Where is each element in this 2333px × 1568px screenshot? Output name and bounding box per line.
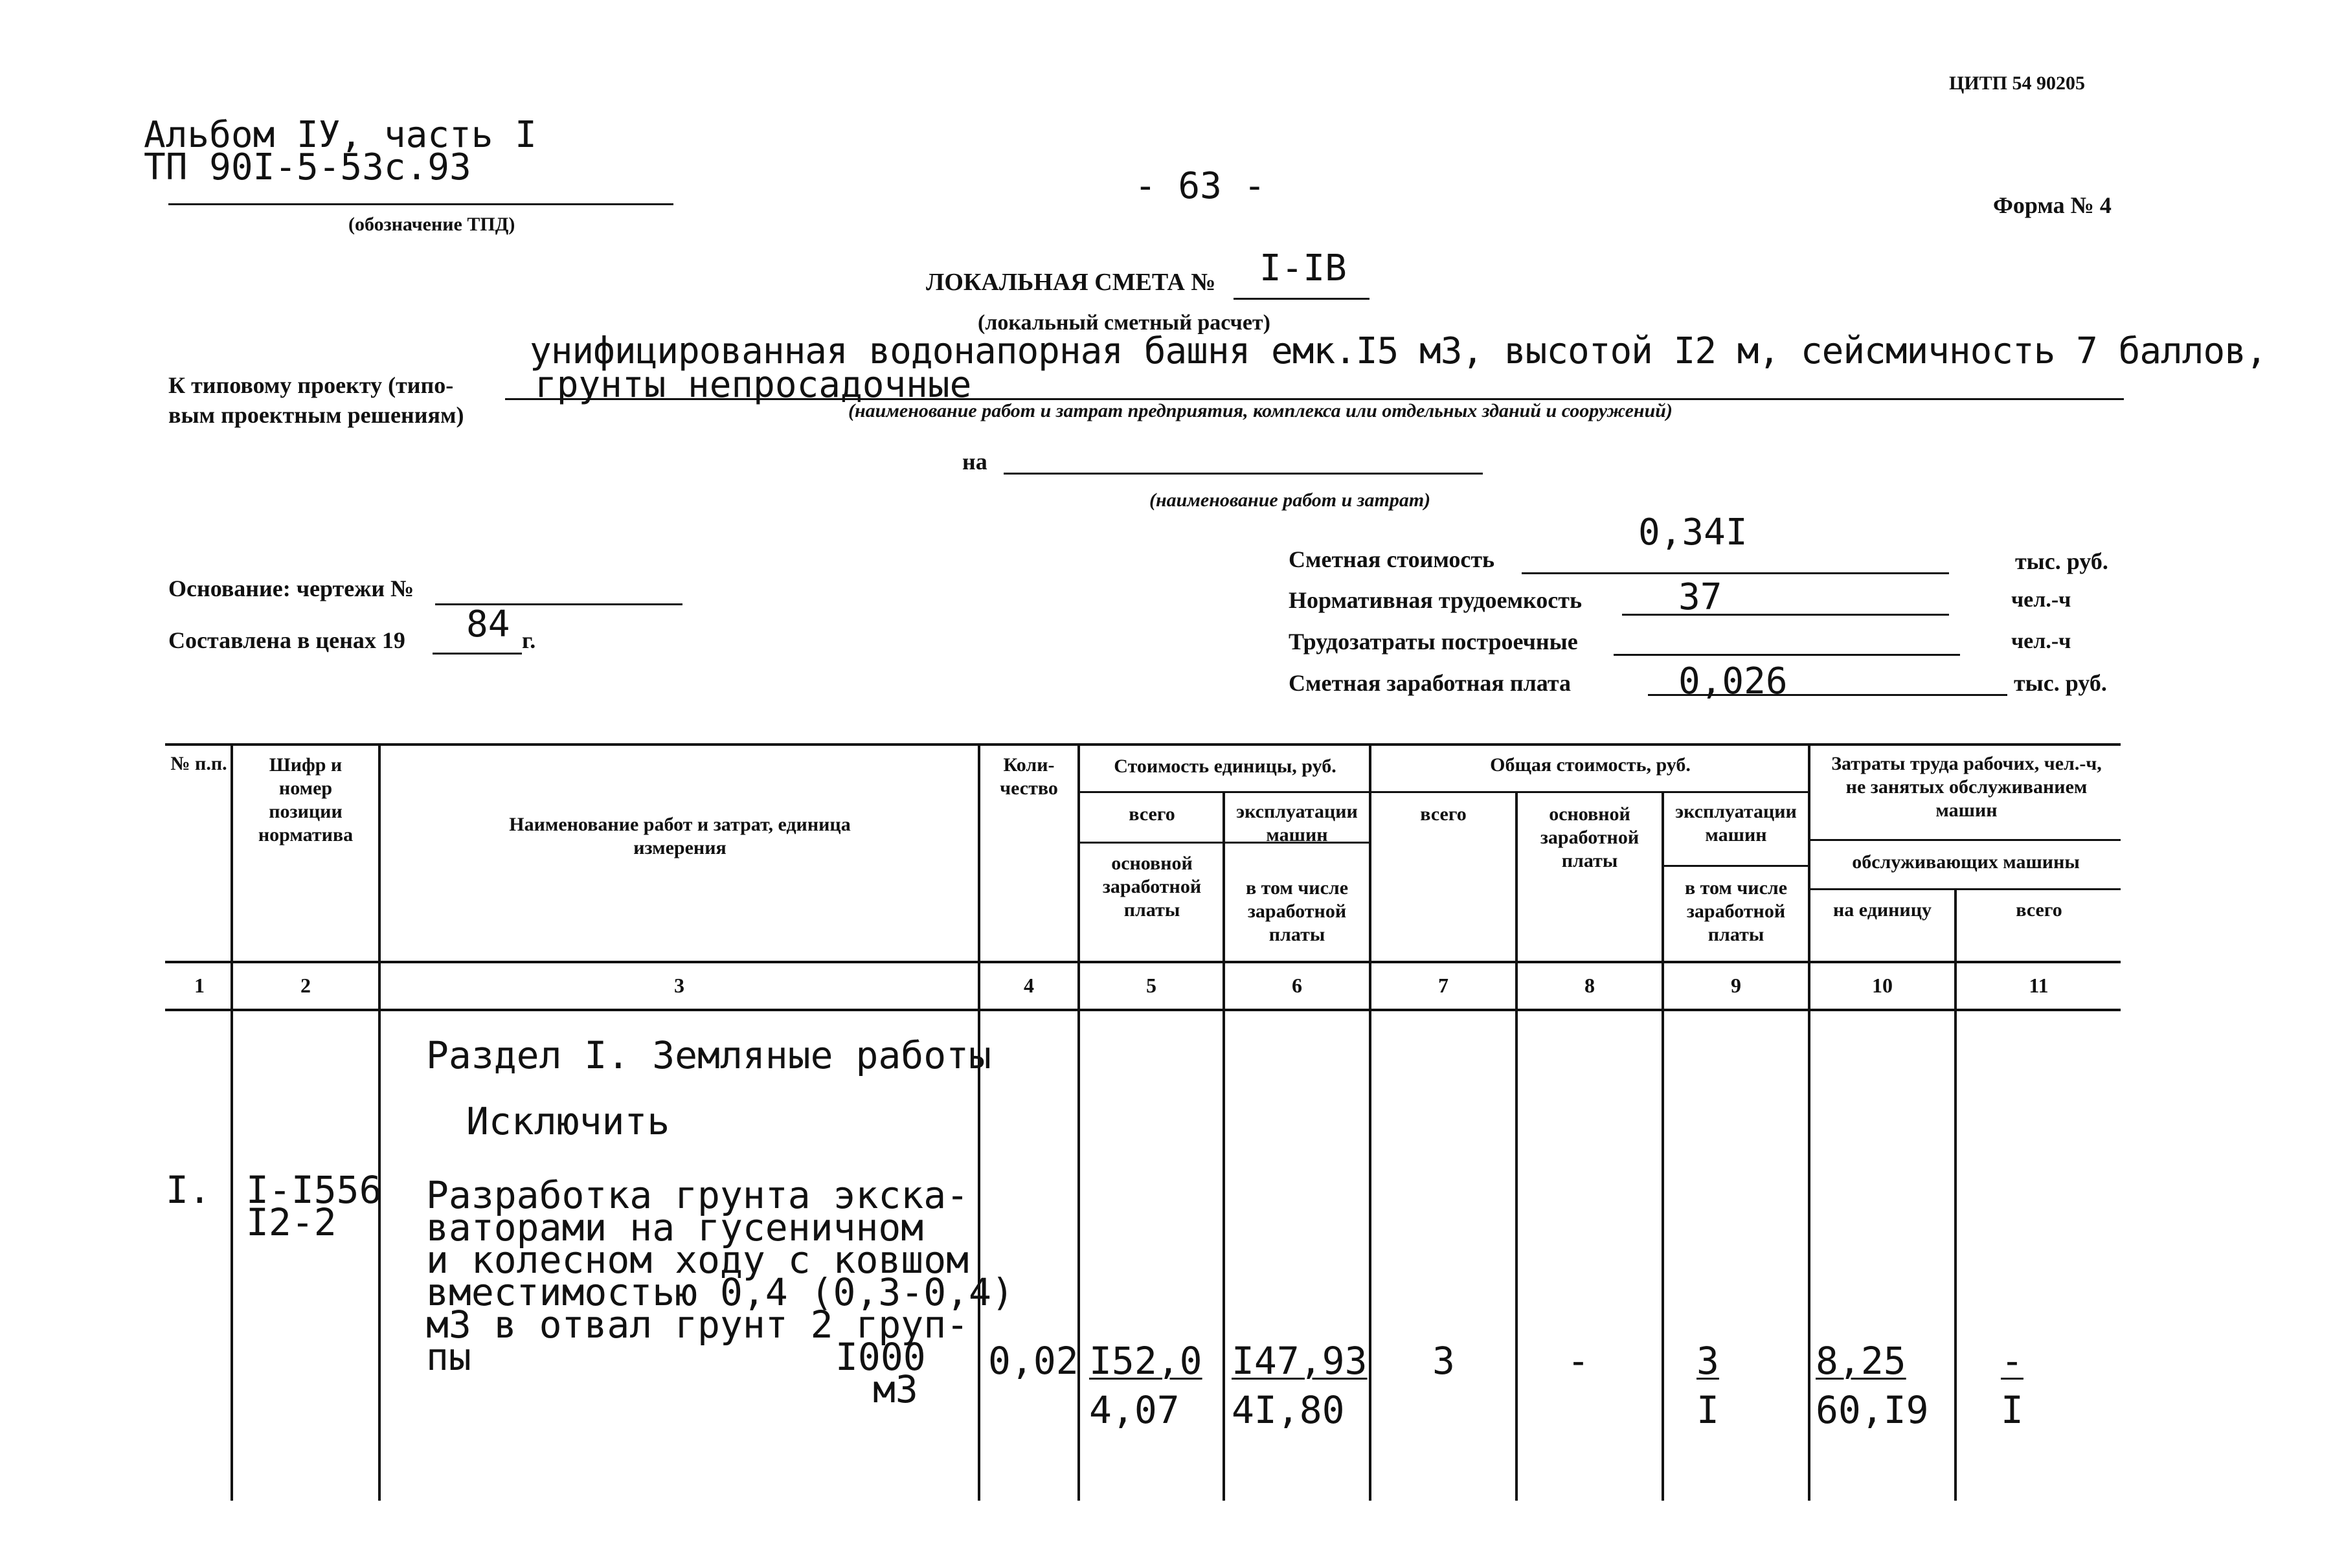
- site-labor-underline: [1614, 654, 1960, 656]
- row-total-machine: 3: [1696, 1339, 1719, 1383]
- row-desc-line-2: ваторами на гусеничном: [426, 1205, 924, 1249]
- col-number-4: 4: [1024, 974, 1034, 997]
- header-unit-cost: Стоимость единицы, руб.: [1114, 756, 1336, 777]
- project-label-line-2: вым проектным решениям): [168, 402, 464, 428]
- row-desc-line-6: пы: [426, 1335, 471, 1379]
- rule-header-bottom: [165, 961, 2121, 963]
- cost-value: 0,34I: [1638, 511, 1748, 554]
- works-caption: (наименование работ и затрат): [1149, 489, 1431, 511]
- row-unit-machine-wage: 4I,80: [1232, 1388, 1345, 1432]
- rule-total-cost-sub: [1370, 791, 1809, 793]
- header-labor-sub: обслуживающих машины: [1852, 851, 2080, 873]
- labor-underline: [1622, 614, 1949, 616]
- prices-year: 84: [466, 603, 510, 645]
- header-labor: Затраты труда рабочих, чел.-ч, не занятых обслуживанием машин: [1831, 753, 2102, 821]
- rule-c9-mid: [1663, 865, 1809, 867]
- header-col-1: № п.п.: [170, 753, 227, 774]
- header-col-8: основной заработной платы: [1540, 803, 1640, 871]
- project-label-line-1: К типовому проекту (типо-: [168, 372, 454, 398]
- page-number: - 63 -: [1134, 165, 1266, 207]
- estimate-number-underline: [1234, 298, 1369, 300]
- header-col-5-bottom: основной заработной платы: [1102, 853, 1202, 921]
- header-col-6-top: эксплуатации машин: [1236, 801, 1358, 846]
- col-number-9: 9: [1731, 974, 1741, 997]
- project-name-line-2: грунты непросадочные: [535, 364, 972, 406]
- rule-labor-mid: [1809, 839, 2121, 841]
- col-sep-2: [378, 743, 381, 1501]
- header-col-6-bottom: в том числе заработной платы: [1245, 877, 1349, 945]
- row-total-wage: -: [1567, 1339, 1590, 1383]
- row-number: I.: [166, 1168, 211, 1212]
- header-col-3: Наименование работ и затрат, единица измерения: [509, 814, 851, 858]
- col-number-6: 6: [1292, 974, 1302, 997]
- row-desc-line-4: вместимостью 0,4 (0,3-0,4): [426, 1270, 1014, 1314]
- rule-labor-sub: [1809, 888, 2121, 890]
- cost-unit: тыс. руб.: [2015, 548, 2108, 574]
- album-line-1: Альбом IУ, часть I: [144, 114, 537, 156]
- col-number-10: 10: [1872, 974, 1893, 997]
- row-desc-line-1: Разработка грунта экска-: [426, 1173, 969, 1217]
- header-col-11: всего: [2016, 899, 2062, 921]
- estimate-subtitle: (локальный сметный расчет): [978, 311, 1270, 335]
- col-number-1: 1: [194, 974, 205, 997]
- col-sep-1: [231, 743, 233, 1501]
- col-number-8: 8: [1584, 974, 1595, 997]
- section-title: Раздел I. Земляные работы: [426, 1033, 991, 1077]
- row-labor-total-machine: I: [2001, 1388, 2023, 1432]
- labor-label: Нормативная трудоемкость: [1289, 587, 1582, 613]
- col-sep-4: [1077, 743, 1080, 1501]
- row-unit-cost-total: I52,0: [1089, 1339, 1202, 1383]
- header-col-2: Шифр и номер позиции норматива: [258, 754, 354, 846]
- tpd-underline: [168, 203, 673, 205]
- header-total-cost: Общая стоимость, руб.: [1490, 754, 1691, 776]
- cost-underline: [1522, 572, 1949, 574]
- header-col-7: всего: [1420, 803, 1467, 825]
- row-unit-cost-wage: 4,07: [1089, 1388, 1180, 1432]
- row-quantity: 0,02: [988, 1339, 1079, 1383]
- col-number-11: 11: [2029, 974, 2049, 997]
- wage-value: 0,026: [1678, 660, 1788, 702]
- col-sep-5: [1223, 791, 1225, 1501]
- col-number-2: 2: [300, 974, 311, 997]
- col-number-5: 5: [1146, 974, 1156, 997]
- row-code-line-1: I-I556: [246, 1168, 382, 1212]
- prices-suffix: г.: [522, 627, 536, 653]
- row-code-line-2: I2-2: [246, 1200, 337, 1244]
- col-sep-6: [1369, 743, 1371, 1501]
- works-label: на: [962, 449, 987, 475]
- row-unit-line-1: I000: [835, 1335, 926, 1379]
- form-number: Форма № 4: [1993, 192, 2112, 218]
- cost-label: Сметная стоимость: [1289, 546, 1495, 572]
- row-total-cost: 3: [1432, 1339, 1455, 1383]
- row-unit-line-2: м3: [873, 1367, 918, 1411]
- rule-numbers-bottom: [165, 1009, 2121, 1011]
- col-number-3: 3: [674, 974, 684, 997]
- wage-unit: тыс. руб.: [2014, 670, 2107, 696]
- site-labor-unit: чел.-ч: [2011, 629, 2071, 653]
- exclude-label: Исключить: [466, 1099, 670, 1143]
- labor-unit: чел.-ч: [2011, 588, 2071, 612]
- row-labor-total: -: [2001, 1339, 2023, 1383]
- table-top-rule: [165, 743, 2121, 746]
- wage-label: Сметная заработная плата: [1289, 670, 1571, 696]
- estimate-number: I-IB: [1259, 247, 1347, 289]
- document-code: ЦИТП 54 90205: [1949, 73, 2086, 94]
- row-labor-per-unit-machine: 60,I9: [1816, 1388, 1929, 1432]
- col-sep-9: [1808, 743, 1810, 1501]
- col-sep-7: [1515, 791, 1518, 1501]
- header-col-9-top: эксплуатации машин: [1675, 801, 1797, 846]
- drawings-label: Основание: чертежи №: [168, 576, 414, 601]
- row-desc-line-5: м3 в отвал грунт 2 груп-: [426, 1303, 969, 1347]
- prices-year-underline: [433, 653, 522, 655]
- project-name-line-1: унифицированная водонапорная башня емк.I5 м3, высотой I2 м, сейсмичность 7 баллов,: [530, 330, 2267, 372]
- header-col-5-top: всего: [1129, 803, 1175, 825]
- row-desc-line-3: и колесном ходу с ковшом: [426, 1238, 969, 1282]
- col-number-7: 7: [1438, 974, 1448, 997]
- row-unit-machine: I47,93: [1232, 1339, 1368, 1383]
- tpd-caption: (обозначение ТПД): [348, 214, 515, 235]
- col-sep-3: [978, 743, 980, 1501]
- site-labor-label: Трудозатраты построечные: [1289, 629, 1578, 655]
- header-col-4: Коли-чество: [1000, 754, 1058, 799]
- labor-value: 37: [1678, 576, 1722, 618]
- row-labor-per-unit: 8,25: [1816, 1339, 1906, 1383]
- estimate-title: ЛОКАЛЬНАЯ СМЕТА №: [926, 269, 1216, 296]
- prices-label: Составлена в ценах 19: [168, 627, 405, 653]
- row-total-machine-wage: I: [1696, 1388, 1719, 1432]
- works-underline: [1004, 473, 1483, 475]
- col-sep-8: [1662, 791, 1664, 1501]
- wage-underline: [1648, 694, 2007, 696]
- album-line-2: ТП 90I-5-53с.93: [144, 146, 471, 188]
- project-caption: (наименование работ и затрат предприятия, комплекса или отдельных зданий и сооружений): [848, 400, 1673, 421]
- header-col-10: на единицу: [1832, 899, 1932, 921]
- header-col-9-bottom: в том числе заработной платы: [1684, 877, 1788, 945]
